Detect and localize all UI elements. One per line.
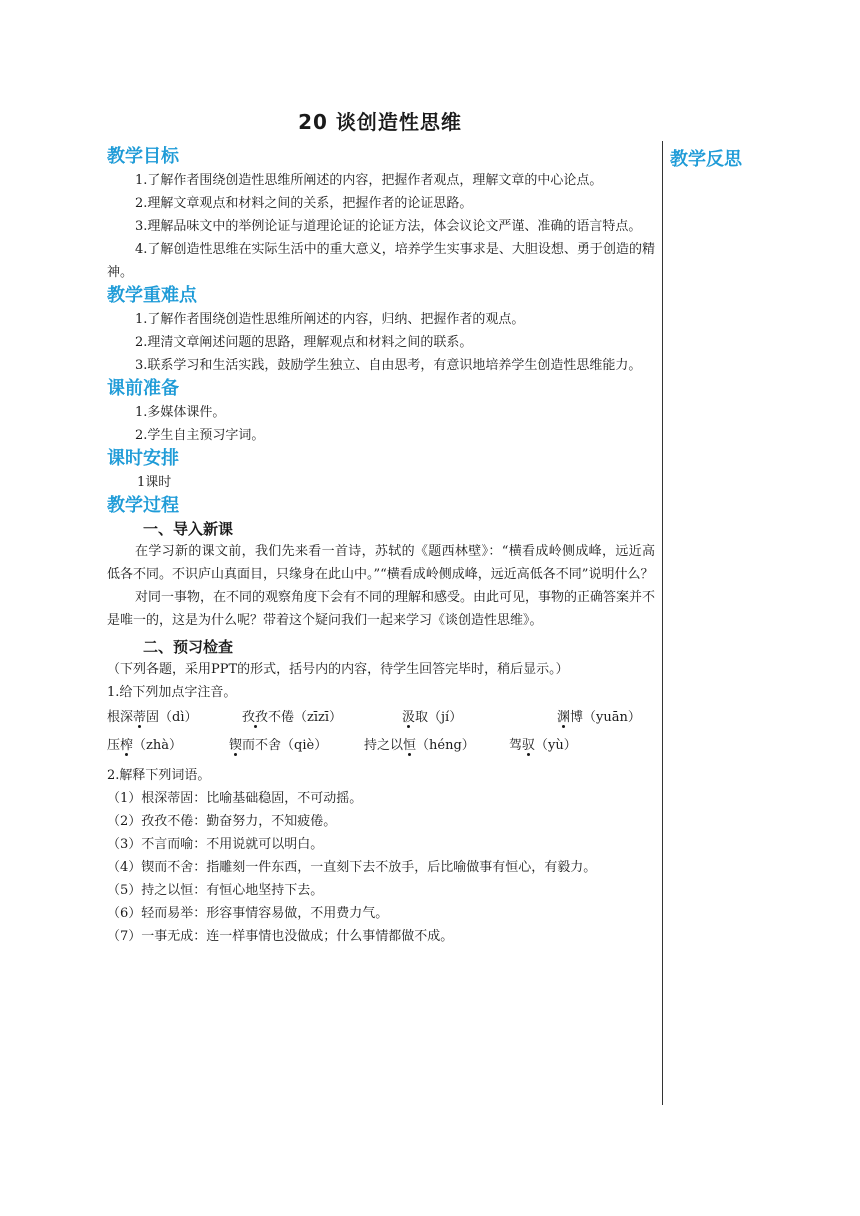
key-point-item: 3.联系学习和生活实践，鼓励学生独立、自由思考，有意识地培养学生创造性思维能力。 (135, 358, 642, 373)
process-heading: 教学过程 (107, 495, 179, 516)
pinyin-word: 渊博（yuān） (557, 710, 641, 725)
preparation-item: 1.多媒体课件。 (135, 405, 226, 420)
goal-item: 3.理解品味文中的举例论证与道理论证的论证方法，体会议论文严谨、准确的语言特点。 (135, 219, 642, 234)
pinyin-word: 根深蒂固（dì） (107, 710, 198, 725)
definition-item: （5）持之以恒：有恒心地坚持下去。 (107, 883, 324, 898)
definition-item: （2）孜孜不倦：勤奋努力，不知疲倦。 (107, 814, 337, 829)
definition-item: （7）一事无成：连一样事情也没做成；什么事情都做不成。 (107, 929, 454, 944)
reflection-heading: 教学反思 (670, 149, 742, 170)
question-1: 1.给下列加点字注音。 (107, 685, 237, 700)
question-2: 2.解释下列词语。 (107, 768, 211, 783)
part1-heading: 一、导入新课 (143, 520, 234, 538)
definition-item: （3）不言而喻：不用说就可以明白。 (107, 837, 324, 852)
key-point-item: 1.了解作者围绕创造性思维所阐述的内容，归纳、把握作者的观点。 (135, 312, 525, 327)
column-divider (662, 141, 663, 1105)
main-content (107, 145, 655, 948)
part2-heading: 二、预习检查 (143, 638, 234, 656)
intro-paragraph: 在学习新的课文前，我们先来看一首诗，苏轼的《题西林壁》：“横看成岭侧成峰，远近高低各不同。不识庐山真面目，只缘身在此山中。”“横看成岭侧成峰，远近高低各不同”说明什么？ (107, 544, 655, 582)
pinyin-word: 驾驭（yù） (509, 738, 577, 753)
pinyin-word: 汲取（jí） (402, 710, 463, 725)
pinyin-word: 孜孜不倦（zīzī） (242, 710, 343, 725)
definition-item: （1）根深蒂固：比喻基础稳固，不可动摇。 (107, 791, 363, 806)
goals-heading: 教学目标 (107, 146, 179, 167)
pinyin-word: 锲而不舍（qiè） (229, 738, 328, 753)
pinyin-row (107, 732, 655, 760)
lesson-title: 20 谈创造性思维 (298, 110, 462, 134)
definition-item: （6）轻而易举：形容事情容易做，不用费力气。 (107, 906, 389, 921)
preparation-item: 2.学生自主预习字词。 (135, 428, 265, 443)
goal-item: 4.了解创造性思维在实际生活中的重大意义，培养学生实事求是、大胆设想、勇于创造的精神。 (107, 242, 655, 280)
preparation-heading: 课前准备 (107, 378, 179, 399)
pinyin-word: 持之以恒（héng） (364, 738, 475, 753)
intro-paragraph: 对同一事物，在不同的观察角度下会有不同的理解和感受。由此可见，事物的正确答案并不是唯一的，这是为什么呢？带着这个疑问我们一起来学习《谈创造性思维》。 (107, 590, 656, 628)
key-point-item: 2.理清文章阐述问题的思路，理解观点和材料之间的联系。 (135, 335, 473, 350)
goal-item: 2.理解文章观点和材料之间的关系，把握作者的论证思路。 (135, 196, 473, 211)
goal-item: 1.了解作者围绕创造性思维所阐述的内容，把握作者观点，理解文章的中心论点。 (135, 173, 603, 188)
pinyin-row (107, 704, 655, 732)
schedule-text: 1课时 (137, 475, 172, 490)
schedule-heading: 课时安排 (107, 448, 179, 469)
preview-note: （下列各题，采用PPT的形式，括号内的内容，待学生回答完毕时，稍后显示。） (107, 662, 569, 677)
pinyin-word: 压榨（zhà） (107, 738, 183, 753)
key-points-heading: 教学重难点 (107, 285, 197, 306)
definition-item: （4）锲而不舍：指雕刻一件东西，一直刻下去不放手，后比喻做事有恒心，有毅力。 (107, 860, 597, 875)
